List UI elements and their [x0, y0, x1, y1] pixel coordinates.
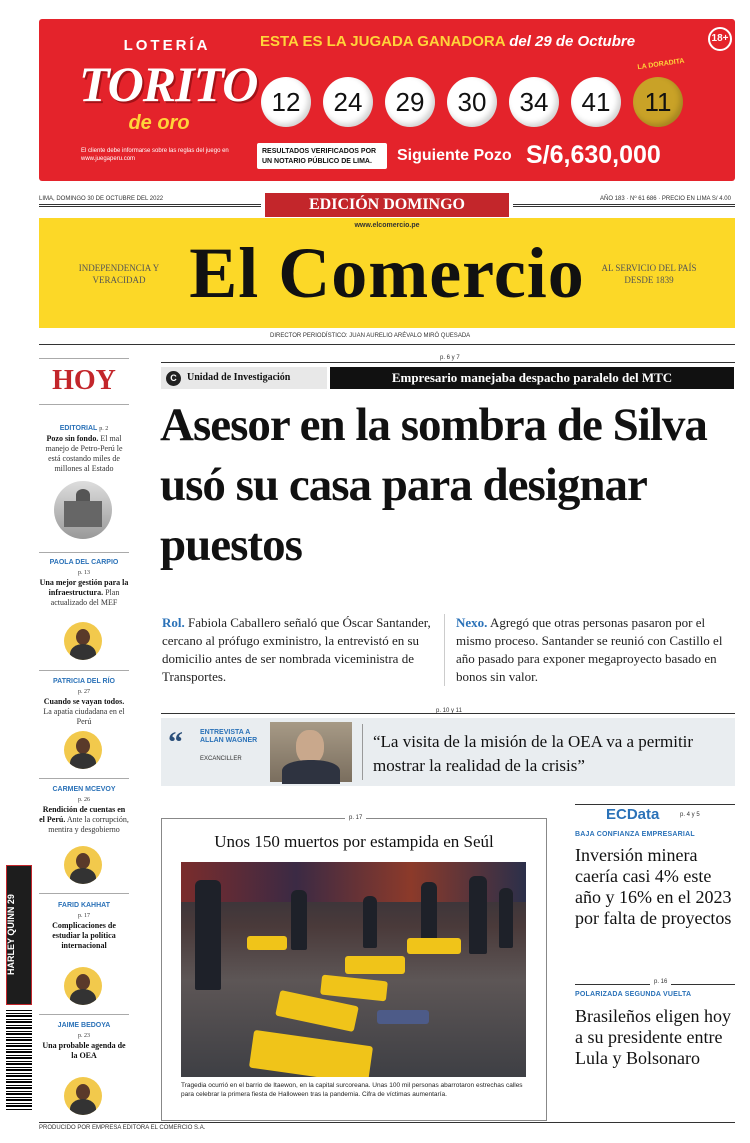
lead-col-2-label: Nexo.	[456, 615, 488, 630]
avatar	[64, 846, 102, 884]
lead-col-1	[162, 614, 434, 686]
ecdata-logo: ECData	[606, 806, 660, 823]
divider	[39, 1014, 129, 1015]
sidebar-bold: Una mejor gestión para la infraestructura.	[39, 578, 129, 597]
lottery-label: LOTERÍA	[123, 37, 211, 54]
divider	[39, 1122, 735, 1123]
interview-label: ENTREVISTA A ALLAN WAGNER	[200, 729, 258, 744]
lottery-ball: 41	[571, 77, 621, 127]
lead-kicker: Empresario manejaba despacho paralelo del MTC	[330, 367, 734, 389]
divider	[39, 893, 129, 894]
page-ref: p. 16	[650, 979, 671, 985]
divider	[39, 344, 735, 345]
issue-line: AÑO 183 · Nº 61 686 · PRECIO EN LIMA S/ 4.00	[600, 196, 731, 202]
sidebar-bold: Cuando se vayan todos.	[43, 697, 125, 706]
barcode	[6, 1010, 32, 1110]
motto-right: AL SERVICIO DEL PAÍS DESDE 1839	[601, 263, 697, 285]
sidebar-page: p. 2	[99, 426, 109, 432]
right-section-label: POLARIZADA SEGUNDA VUELTA	[575, 991, 692, 998]
divider	[39, 404, 129, 405]
lottery-winning-heading	[260, 33, 680, 50]
lottery-ad[interactable]	[39, 19, 735, 181]
footer-line: PRODUCIDO POR EMPRESA EDITORA EL COMERCIO S.A.	[39, 1125, 206, 1131]
lottery-fine-print: El cliente debe informarse sobre las reglas del juego en www.juegaperu.com	[81, 148, 229, 162]
lead-col-1-text: Fabiola Caballero señaló que Óscar Santander, cercano al prófugo exministro, la entrevistó en su domicilio antes de ser nombrada viceministra de Transportes.	[162, 615, 431, 684]
lottery-brand-sub: de oro	[128, 112, 190, 134]
sidebar-bold: Una probable agenda de la OEA	[42, 1041, 126, 1060]
lottery-ball-gold: 11	[633, 77, 683, 127]
edition-label: EDICIÓN DOMINGO	[265, 193, 509, 217]
verified-badge: RESULTADOS VERIFICADOS POR UN NOTARIO PÚBLICO DE LIMA.	[257, 143, 387, 169]
sidebar-section: PATRICIA DEL RÍO	[53, 678, 115, 685]
sidebar-section: CARMEN MCEVOY	[52, 786, 116, 793]
lottery-brand: TORITO	[79, 56, 258, 112]
sidebar-page: p. 27	[78, 689, 90, 695]
divider	[444, 614, 445, 686]
investigation-icon: C	[166, 371, 181, 386]
interviewee-photo	[270, 722, 352, 782]
page-ref: p. 17	[345, 815, 366, 821]
lottery-jugada-date: del 29 de Octubre	[509, 33, 636, 50]
dorada-label: LA DORADITA	[637, 57, 685, 72]
lottery-ball: 29	[385, 77, 435, 127]
magazine-promo-text: HARLEY QUINN 29	[6, 894, 16, 976]
lottery-jugada-text: ESTA ES LA JUGADA GANADORA	[260, 33, 506, 50]
age-badge: 18+	[708, 27, 732, 51]
avatar	[64, 731, 102, 769]
lottery-ball: 24	[323, 77, 373, 127]
photo-caption: Tragedia ocurrió en el barrio de Itaewon, en la capital surcoreana. Unas 100 mil personas abarrotaron estrechas calles para celebrar la primera fiesta de Halloween tras la pandemia. Cifra de víctimas aumentaría.	[181, 1082, 523, 1098]
pozo-value: S/6,630,000	[526, 141, 661, 169]
divider	[575, 804, 735, 805]
sidebar-text: Ante la corrupción, mentira y desgobierno	[48, 815, 129, 834]
sidebar-text: La apatía ciudadana en el Perú	[43, 707, 125, 726]
stampede-photo	[181, 862, 526, 1077]
divider	[39, 552, 129, 553]
sidebar-bold: Complicaciones de estudiar la política internacional	[52, 921, 116, 950]
lead-headline[interactable]: Asesor en la sombra de Silva usó su casa para designar puestos	[160, 399, 707, 571]
divider	[362, 724, 363, 780]
sidebar-section: PAOLA DEL CARPIO	[49, 559, 119, 566]
sidebar-section: EDITORIAL	[59, 425, 98, 432]
page-ref: p. 4 y 5	[680, 812, 700, 818]
sidebar-page: p. 13	[78, 570, 90, 576]
avatar	[64, 967, 102, 1005]
sidebar-item-column[interactable]	[39, 784, 129, 835]
sidebar-item-editorial[interactable]	[39, 423, 129, 474]
divider	[513, 204, 735, 207]
motto-left: INDEPENDENCIA Y VERACIDAD	[78, 263, 160, 285]
divider	[39, 778, 129, 779]
sidebar-page: p. 23	[78, 1033, 90, 1039]
divider	[39, 204, 261, 207]
lottery-ball: 12	[261, 77, 311, 127]
building-photo	[54, 481, 112, 539]
masthead	[39, 218, 735, 328]
right-section-label: BAJA CONFIANZA EMPRESARIAL	[575, 831, 695, 838]
unit-label: Unidad de Investigación	[161, 367, 327, 389]
avatar	[64, 622, 102, 660]
divider	[39, 358, 129, 359]
sidebar-bold: Pozo sin fondo.	[46, 434, 99, 443]
right-headline-1[interactable]: Inversión minera caería casi 4% este año y 16% en el 2023 por falta de proyectos	[575, 845, 732, 928]
pozo-label: Siguiente Pozo	[397, 147, 512, 164]
divider	[39, 670, 129, 671]
sidebar-page: p. 17	[78, 913, 90, 919]
interview-quote: “La visita de la misión de la OEA va a permitir mostrar la realidad de la crisis”	[373, 732, 694, 775]
sidebar-text: Plan actualizado del MEF	[50, 588, 120, 607]
right-headline-2[interactable]: Brasileños eligen hoy a su presidente entre Lula y Bolsonaro	[575, 1006, 731, 1068]
sidebar-text: El mal manejo de Petro-Perú le está costando miles de millones al Estado	[45, 434, 123, 473]
sidebar-section: JAIME BEDOYA	[57, 1022, 111, 1029]
lead-col-1-label: Rol.	[162, 615, 185, 630]
avatar	[64, 1077, 102, 1115]
director-line: DIRECTOR PERIODÍSTICO: JUAN AURELIO ARÉVALO MIRÓ QUESADA	[270, 333, 471, 339]
lottery-ball: 30	[447, 77, 497, 127]
newspaper-title: El Comercio	[189, 233, 585, 313]
sidebar-item-column[interactable]	[39, 676, 129, 727]
sidebar-bold: Rendición de cuentas en el Perú.	[39, 805, 126, 824]
lottery-ball: 34	[509, 77, 559, 127]
page-ref: p. 10 y 11	[436, 708, 462, 714]
photo-headline: Unos 150 muertos por estampida en Seúl	[214, 832, 494, 851]
page-ref: p. 6 y 7	[440, 355, 460, 361]
sidebar-page: p. 26	[78, 797, 90, 803]
sidebar-item-column[interactable]	[39, 900, 129, 951]
quote-icon: “	[168, 726, 183, 759]
sidebar-section: FARID KAHHAT	[58, 902, 110, 909]
lead-col-2-text: Agregó que otras personas pasaron por el mismo proceso. Santander se reunió con Castillo el año pasado para exponer megaproyecto basado en bonos sin valor.	[456, 615, 723, 684]
masthead-url[interactable]: www.elcomercio.pe	[354, 222, 420, 229]
date-line: LIMA, DOMINGO 30 DE OCTUBRE DEL 2022	[39, 196, 164, 202]
divider	[161, 362, 735, 363]
sidebar-item-column[interactable]	[39, 557, 129, 608]
sidebar-item-column[interactable]	[39, 1020, 129, 1061]
interview-role: EXCANCILLER	[200, 756, 242, 762]
lead-col-2	[456, 614, 728, 686]
sidebar-title: HOY	[52, 365, 116, 396]
